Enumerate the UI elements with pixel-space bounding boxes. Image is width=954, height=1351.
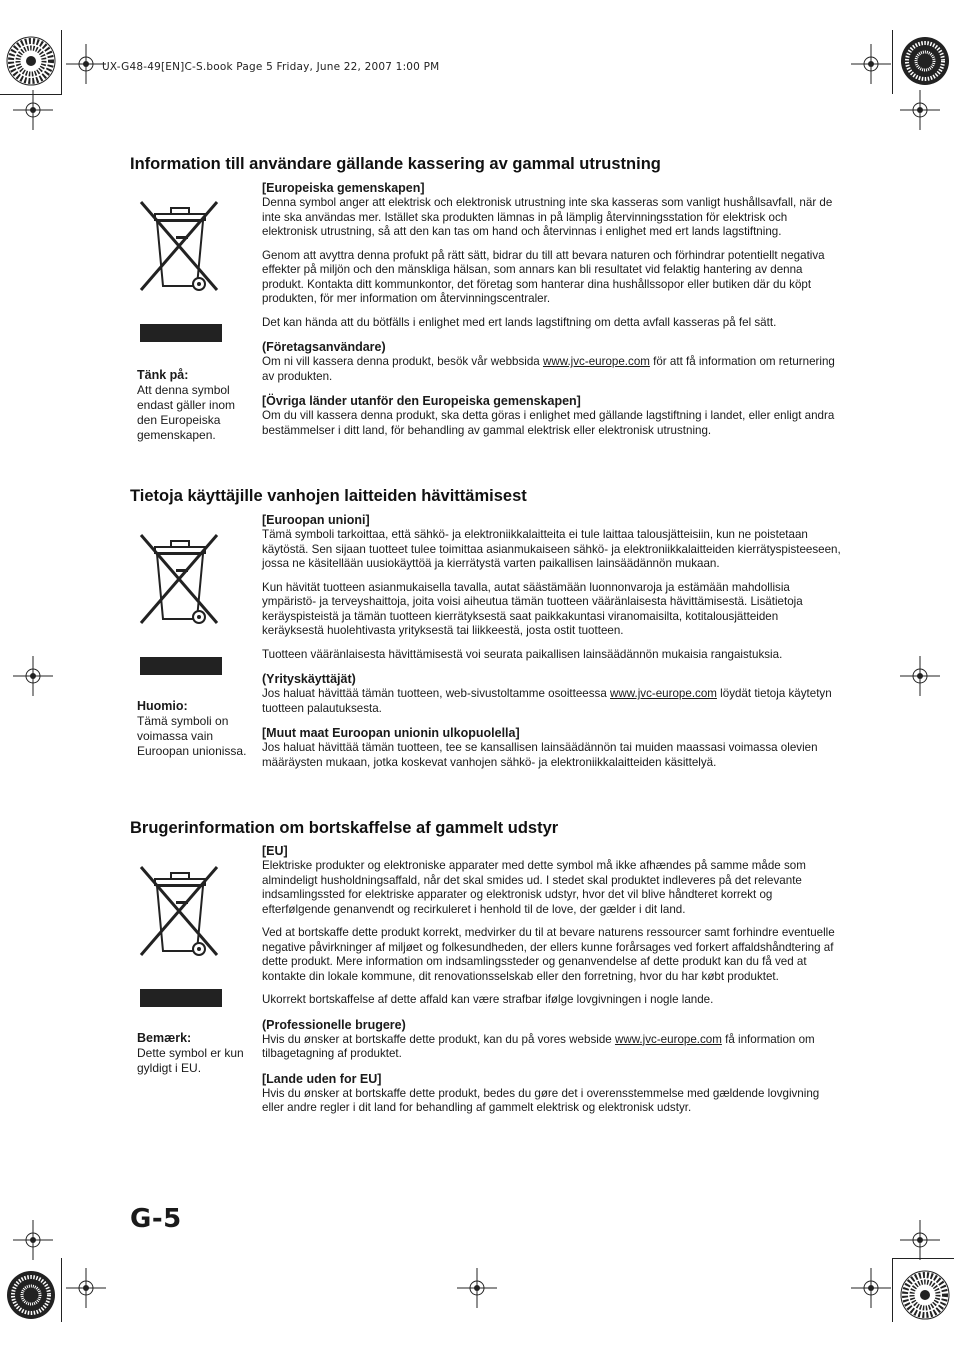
paragraph: Det kan hända att du bötfälls i enlighet med ert lands lagstiftning om detta avfall kasseras på fel sätt. bbox=[262, 315, 777, 329]
paragraph-with-link: Hvis du ønsker at bortskaffe dette produkt, kan du på vores webside www.jvc-europe.com få information om tilbagetagning af produktet. bbox=[262, 1032, 815, 1060]
subheading: (Yrityskäyttäjät) bbox=[262, 672, 356, 686]
crosshair-left-middle bbox=[13, 656, 53, 701]
section-title-danish: Brugerinformation om bortskaffelse af gammelt udstyr bbox=[130, 819, 559, 837]
paragraph: Ved at bortskaffe dette produkt korrekt, medvirker du til at bevare naturens ressourcer samt forhindre eventuelle negative påvirkninger af miljøet og folkesundheden, der ellers kunne forårsages ved forkert affaldshåndtering af dette produkt. Mere information om indsamlingssteder og genanvendelse af dette produkt kan du få ved at kontakte din lokale kommune, dit renovationsselskab eller den forretning, hvor du har købt produktet. bbox=[262, 926, 835, 983]
note-title: Huomio: bbox=[137, 699, 188, 713]
crop-line-bottom-right-vertical bbox=[892, 1258, 893, 1322]
subheading: [Euroopan unioni] bbox=[262, 513, 370, 527]
crosshair-bottom-center bbox=[457, 1268, 497, 1313]
note-title: Bemærk: bbox=[137, 1031, 192, 1045]
crosshair-bottom-left bbox=[66, 1268, 106, 1313]
crosshair-left-upper bbox=[13, 90, 53, 135]
note-text: Tämä symboli on voimassa vain Euroopan unionissa. bbox=[137, 714, 247, 758]
website-link[interactable]: www.jvc-europe.com bbox=[542, 355, 650, 368]
paragraph: Tämä symboli tarkoittaa, että sähkö- ja elektroniikkalaitteita ei tule laittaa talousjätteisiin, kun ne poistetaan käytöstä. Sen sijaan tuotteet tulee toimittaa asianmukaiseen sähkö- ja elektroniikkalaitteiden kierrätyspisteeseen, jossa ne käsitellään uusiokäyttöä ja kierrätystä varten paikallisen lainsäädännön mukaan. bbox=[262, 528, 841, 570]
paragraph: Kun hävität tuotteen asianmukaisella tavalla, autat säästämään luonnonvaroja ja estämään mahdollisia ympäristö- ja terveyshaittoja, joita voisi aiheutua tämän tuotteen vääränlaisesta hävittämisestä. Lisätietoja keräyspisteistä ja tämän tuotteen kierrätyksestä saat paikkakuntasi viranomaisilta, kotitalousjätteiden keräyksestä huolehtivasta yrityksestä tai liikkeestä, josta ostit tuotteen. bbox=[262, 580, 803, 637]
crosshair-right-middle bbox=[900, 656, 940, 701]
subheading: [Muut maat Euroopan unionin ulkopuolella] bbox=[262, 726, 520, 740]
section-body-swedish bbox=[262, 180, 842, 442]
note-box bbox=[137, 1031, 255, 1076]
paragraph: Denna symbol anger att elektrisk och elektronisk utrustning inte ska kasseras som vanligt hushållsavfall, när de inte ska användas mer. Istället ska produkten lämnas in på lämplig återvinningsstation för elektrisk och elektronisk utrustning, så att den kan tas om hand och återvinnas i enlighet med ert lands lagstiftning. bbox=[262, 196, 833, 238]
registration-rosette-bottom-left bbox=[4, 1268, 58, 1327]
paragraph-with-link: Jos haluat hävittää tämän tuotteen, web-sivustoltamme osoitteessa www.jvc-europe.com löydät tietoja käytetyn tuotteen palautuksesta. bbox=[262, 687, 832, 715]
note-text: Att denna symbol endast gäller inom den Europeiska gemenskapen. bbox=[137, 383, 236, 442]
weee-bin-icon bbox=[133, 196, 225, 346]
crosshair-bottom-right bbox=[851, 1268, 891, 1313]
crosshair-right-upper bbox=[900, 90, 940, 135]
crop-line-bottom-horizontal bbox=[892, 1258, 954, 1259]
crop-line-bottom-left-vertical bbox=[61, 1258, 62, 1322]
paragraph: Genom att avyttra denna profukt på rätt sätt, bidrar du till att bevara naturen och förhindrar potentiellt negativa effekter på miljön och den mänskliga hälsan, som annars kan bli resultatet vid felaktig hantering av denna produkt. Kontakta ditt kommunkontor, det företag som hanterar dina hushållssopor eller butiken där du köpt produkten, för mer information om återvinningscentraler. bbox=[262, 248, 825, 305]
paragraph: Hvis du ønsker at bortskaffe dette produkt, bedes du gøre det i overensstemmelse med gældende lovgivning eller andre regler i dit land for behandling af gammelt elektrisk og elektronisk udstyr. bbox=[262, 1086, 820, 1114]
section-body-finnish bbox=[262, 512, 842, 774]
weee-bin-icon bbox=[133, 529, 225, 679]
section-title-finnish: Tietoja käyttäjille vanhojen laitteiden hävittämisest bbox=[130, 487, 527, 505]
registration-rosette-top-right bbox=[898, 34, 952, 93]
page-number: G-5 bbox=[130, 1204, 182, 1234]
subheading: [Europeiska gemenskapen] bbox=[262, 181, 425, 195]
crosshair-left-lower bbox=[13, 1220, 53, 1265]
note-box bbox=[137, 368, 255, 443]
crop-line-top-right-vertical bbox=[892, 30, 893, 94]
note-box bbox=[137, 699, 255, 759]
subheading: [Övriga länder utanför den Europeiska gemenskapen] bbox=[262, 394, 581, 408]
paragraph: Tuotteen vääränlaisesta hävittämisestä voi seurata paikallisen lainsäädännön mukaisia rangaistuksia. bbox=[262, 647, 783, 661]
crop-line-top-horizontal bbox=[0, 94, 62, 95]
crosshair-top-right bbox=[851, 44, 891, 89]
subheading: (Professionelle brugere) bbox=[262, 1017, 406, 1032]
paragraph: Ukorrekt bortskaffelse af dette affald kan være strafbar ifølge lovgivningen i nogle lande. bbox=[262, 993, 714, 1006]
paragraph: Elektriske produkter og elektroniske apparater med dette symbol må ikke afhændes på samme måde som almindeligt husholdningsaffald, når det skal smides ud. I stedet skal produktet indleveres på det relevante indsamlingssted for elektriske apparater og elektronisk udstyr, hvor det vil blive håndteret korrekt og efterfølgende genanvendt og recirkuleret i henhold til de love, der gælder i dit land. bbox=[262, 859, 806, 916]
paragraph: Om du vill kassera denna produkt, ska detta göras i enlighet med gällande lagstiftning i landet, eller enligt andra bestämmelser i ditt land, för behandling av gammal elektrisk eller elektronisk utrustning. bbox=[262, 409, 835, 437]
note-title: Tänk på: bbox=[137, 368, 189, 382]
registration-rosette-top-left bbox=[4, 34, 58, 93]
paragraph-with-link: Om ni vill kassera denna produkt, besök vår webbsida www.jvc-europe.com för att få information om returnering av produkten. bbox=[262, 355, 835, 383]
website-link[interactable]: www.jvc-europe.com bbox=[610, 687, 717, 700]
crop-line-top-left-vertical bbox=[61, 30, 62, 94]
print-header: UX-G48-49[EN]C-S.book Page 5 Friday, June 22, 2007 1:00 PM bbox=[102, 61, 440, 73]
note-text: Dette symbol er kun gyldigt i EU. bbox=[137, 1046, 244, 1075]
subheading: [EU] bbox=[262, 844, 288, 858]
section-body-danish bbox=[262, 843, 842, 1120]
weee-bin-icon bbox=[133, 861, 225, 1011]
registration-rosette-bottom-right bbox=[898, 1268, 952, 1327]
paragraph: Jos haluat hävittää tämän tuotteen, tee se kansallisen lainsäädännön tai muiden maassasi voimassa olevien määräysten mukaan, jotka koskevat vanhojen sähkö- ja elektroniikkalaitteiden käsittelyä. bbox=[262, 741, 818, 769]
subheading: (Företagsanvändare) bbox=[262, 340, 386, 354]
crosshair-top-center bbox=[66, 44, 106, 89]
section-title-swedish: Information till användare gällande kassering av gammal utrustning bbox=[130, 155, 661, 173]
website-link[interactable]: www.jvc-europe.com bbox=[614, 1032, 722, 1046]
subheading: [Lande uden for EU] bbox=[262, 1071, 382, 1086]
